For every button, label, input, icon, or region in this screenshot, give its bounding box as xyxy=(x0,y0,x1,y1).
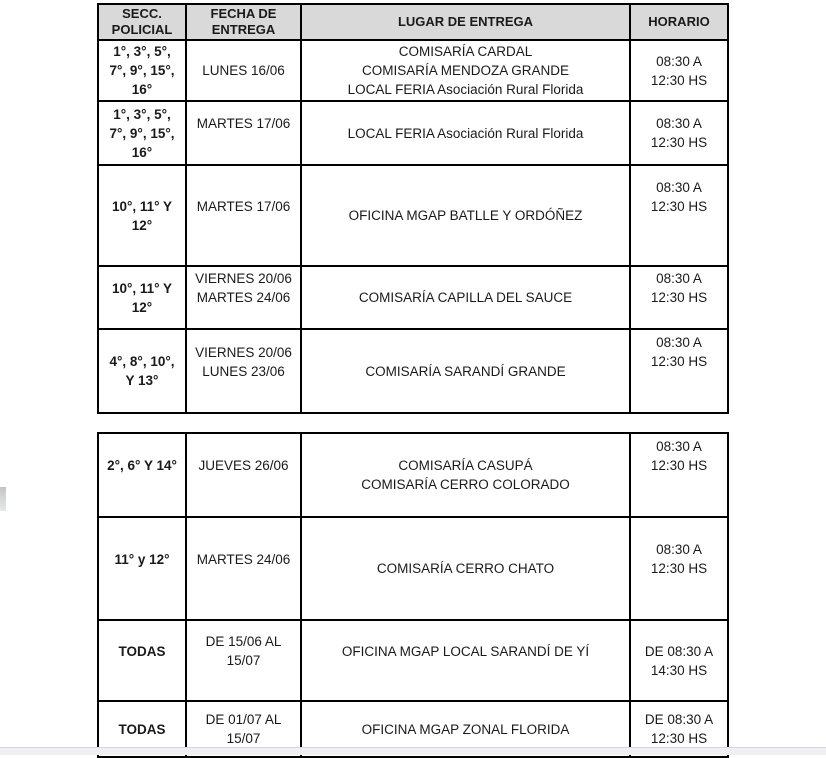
cell-secc-policial: 11° y 12° xyxy=(98,517,186,620)
table-row xyxy=(98,329,728,413)
cell-horario: 08:30 A 12:30 HS xyxy=(630,40,728,101)
header-fecha-entrega: FECHA DE ENTREGA xyxy=(186,4,301,40)
cell-fecha-entrega: VIERNES 20/06 LUNES 23/06 xyxy=(186,329,301,413)
cell-horario: 08:30 A 12:30 HS xyxy=(630,433,728,517)
cell-lugar-entrega: LOCAL FERIA Asociación Rural Florida xyxy=(301,101,630,165)
header-horario: HORARIO xyxy=(630,4,728,40)
cell-secc-policial: 4°, 8°, 10°, Y 13° xyxy=(98,329,186,413)
cell-fecha-entrega: LUNES 16/06 xyxy=(186,40,301,101)
cell-secc-policial: 1°, 3°, 5°, 7°, 9°, 15°, 16° xyxy=(98,40,186,101)
cell-lugar-entrega: COMISARÍA SARANDÍ GRANDE xyxy=(301,329,630,413)
table-row xyxy=(98,165,728,266)
table-row xyxy=(98,266,728,329)
scrollbar-thumb[interactable] xyxy=(0,487,6,511)
cell-lugar-entrega: COMISARÍA CAPILLA DEL SAUCE xyxy=(301,266,630,329)
cell-lugar-entrega: COMISARÍA CASUPÁ COMISARÍA CERRO COLORADO xyxy=(301,433,630,517)
cell-secc-policial: TODAS xyxy=(98,701,186,757)
cell-lugar-entrega: OFICINA MGAP BATLLE Y ORDÓÑEZ xyxy=(301,165,630,266)
table-row xyxy=(98,433,728,517)
table-row xyxy=(98,620,728,701)
cell-horario: 08:30 A 12:30 HS xyxy=(630,517,728,620)
cell-horario: 08:30 A 12:30 HS xyxy=(630,101,728,165)
cell-secc-policial: 10°, 11° Y 12° xyxy=(98,266,186,329)
cell-fecha-entrega: MARTES 24/06 xyxy=(186,517,301,620)
cell-secc-policial: 10°, 11° Y 12° xyxy=(98,165,186,266)
table-row xyxy=(98,40,728,101)
table-row xyxy=(98,517,728,620)
cell-horario: 08:30 A 12:30 HS xyxy=(630,329,728,413)
cell-horario: DE 08:30 A 12:30 HS xyxy=(630,701,728,757)
cell-secc-policial: TODAS xyxy=(98,620,186,701)
cell-fecha-entrega: VIERNES 20/06 MARTES 24/06 xyxy=(186,266,301,329)
cell-fecha-entrega: MARTES 17/06 xyxy=(186,165,301,266)
cell-lugar-entrega: OFICINA MGAP ZONAL FLORIDA xyxy=(301,701,630,757)
cell-fecha-entrega: MARTES 17/06 xyxy=(186,101,301,165)
cell-fecha-entrega: DE 01/07 AL 15/07 xyxy=(186,701,301,757)
cell-lugar-entrega: COMISARÍA CERRO CHATO xyxy=(301,517,630,620)
table-row xyxy=(98,101,728,165)
cell-lugar-entrega: OFICINA MGAP LOCAL SARANDÍ DE YÍ xyxy=(301,620,630,701)
delivery-schedule-table-bottom xyxy=(97,432,729,758)
cell-fecha-entrega: JUEVES 26/06 xyxy=(186,433,301,517)
cell-lugar-entrega: COMISARÍA CARDAL COMISARÍA MENDOZA GRANDE LOCAL FERIA Asociación Rural Florida xyxy=(301,40,630,101)
header-secc-policial: SECC. POLICIAL xyxy=(98,4,186,40)
bottom-bar xyxy=(0,747,826,755)
table-header-row xyxy=(98,4,728,40)
cell-fecha-entrega: DE 15/06 AL 15/07 xyxy=(186,620,301,701)
cell-secc-policial: 2°, 6° Y 14° xyxy=(98,433,186,517)
delivery-schedule-table-top xyxy=(97,3,729,414)
cell-horario: 08:30 A 12:30 HS xyxy=(630,266,728,329)
header-lugar-entrega: LUGAR DE ENTREGA xyxy=(301,4,630,40)
cell-horario: 08:30 A 12:30 HS xyxy=(630,165,728,266)
cell-secc-policial: 1°, 3°, 5°, 7°, 9°, 15°, 16° xyxy=(98,101,186,165)
cell-horario: DE 08:30 A 14:30 HS xyxy=(630,620,728,701)
